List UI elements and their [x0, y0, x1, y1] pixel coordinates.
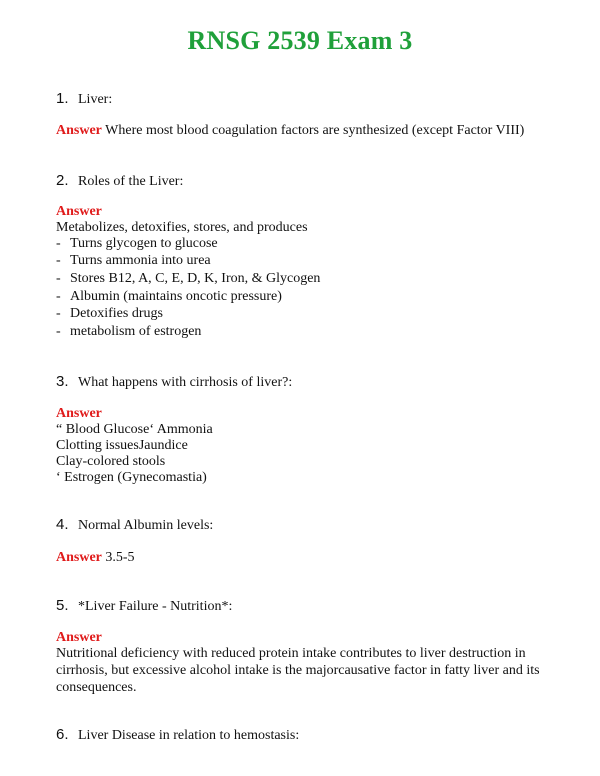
- question-5: [56, 597, 232, 615]
- question-text: Liver Disease in relation to hemostasis:: [78, 728, 300, 743]
- list-item: - Albumin (maintains oncotic pressure): [56, 289, 282, 304]
- question-number: 6.: [56, 726, 69, 743]
- answer-line: ‘ Estrogen (Gynecomastia): [56, 470, 207, 485]
- question-number: 4.: [56, 516, 69, 533]
- question-6: [56, 726, 299, 744]
- question-text: Roles of the Liver:: [78, 174, 184, 189]
- question-number: 2.: [56, 172, 69, 189]
- answer-label: Answer: [56, 630, 102, 645]
- answer-line: “ Blood Glucose‘ Ammonia: [56, 422, 213, 437]
- question-text: *Liver Failure - Nutrition*:: [78, 599, 233, 614]
- list-item: - Stores B12, A, C, E, D, K, Iron, & Glycogen: [56, 271, 321, 286]
- answer-paragraph: Nutritional deficiency with reduced protein intake contributes to liver destruction in cirrhosis, but excessive alcohol intake is the majorcausative factor in fatty liver and its consequences.: [56, 646, 540, 695]
- question-number: 1.: [56, 90, 69, 107]
- answer-label: Answer: [56, 123, 102, 138]
- list-item: - Turns glycogen to glucose: [56, 236, 218, 251]
- answer-label: Answer: [56, 550, 102, 565]
- question-4: [56, 516, 213, 534]
- question-2: [56, 172, 183, 190]
- answer-text: 3.5-5: [105, 550, 135, 565]
- question-text: What happens with cirrhosis of liver?:: [78, 375, 293, 390]
- list-item: - metabolism of estrogen: [56, 324, 202, 339]
- list-item: - Turns ammonia into urea: [56, 253, 211, 268]
- question-number: 5.: [56, 597, 69, 614]
- answer-line: Clay-colored stools: [56, 454, 166, 469]
- answer-intro: Metabolizes, detoxifies, stores, and produces: [56, 220, 308, 235]
- answer-line: Clotting issuesJaundice: [56, 438, 188, 453]
- list-item: - Detoxifies drugs: [56, 306, 163, 321]
- answer-1: [56, 122, 524, 139]
- question-3: [56, 373, 292, 391]
- question-text: Normal Albumin levels:: [78, 518, 214, 533]
- question-number: 3.: [56, 373, 69, 390]
- answer-label: Answer: [56, 204, 102, 219]
- answer-label: Answer: [56, 406, 102, 421]
- question-1: [56, 90, 112, 108]
- answer-text: Where most blood coagulation factors are synthesized (except Factor VIII): [105, 123, 525, 138]
- question-text: Liver:: [78, 92, 113, 107]
- document-title: RNSG 2539 Exam 3: [187, 26, 413, 55]
- answer-4: [56, 549, 135, 566]
